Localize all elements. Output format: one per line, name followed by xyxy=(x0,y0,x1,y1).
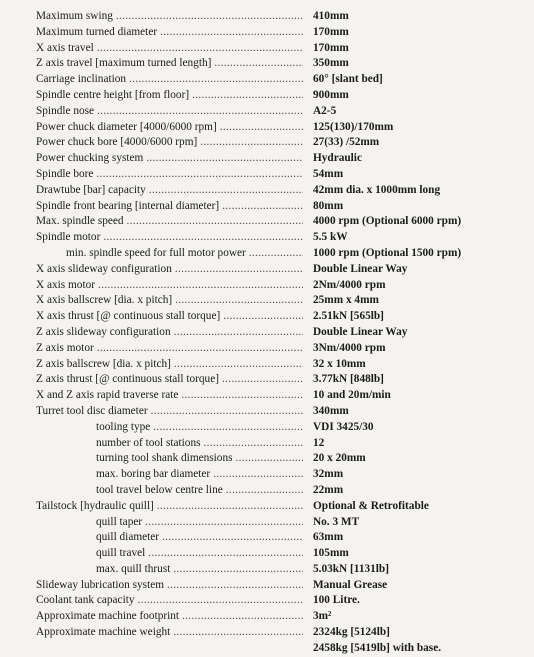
spec-value: 3.77kN [848lb] xyxy=(313,373,384,386)
spec-label: Spindle bore xyxy=(36,168,96,180)
spec-value: 2.51kN [565lb] xyxy=(313,310,384,323)
spec-row xyxy=(36,230,526,246)
spec-label-cell xyxy=(36,183,303,199)
spec-label-cell xyxy=(36,325,303,341)
spec-label-cell xyxy=(36,135,303,151)
spec-label-cell xyxy=(36,309,303,325)
spec-row xyxy=(36,104,526,120)
spec-label-cell xyxy=(36,120,303,136)
spec-label-cell xyxy=(36,167,303,183)
spec-label: Tailstock [hydraulic quill] xyxy=(36,500,157,512)
spec-label: Coolant tank capacity xyxy=(36,594,138,606)
spec-value: 5.5 kW xyxy=(313,231,348,244)
spec-label: max. boring bar diameter xyxy=(96,468,213,480)
spec-label-cell xyxy=(36,515,303,531)
spec-value: 60° [slant bed] xyxy=(313,73,383,86)
spec-value: 20 x 20mm xyxy=(313,452,366,465)
spec-value: Double Linear Way xyxy=(313,325,408,338)
spec-label: Turret tool disc diameter xyxy=(36,405,151,417)
spec-value: 32mm xyxy=(313,468,344,481)
spec-value: 54mm xyxy=(313,167,344,180)
spec-label: X axis ballscrew [dia. x pitch] xyxy=(36,294,175,306)
spec-label-cell xyxy=(36,625,303,641)
spec-label-cell xyxy=(36,41,303,57)
spec-value: 2458kg [5419lb] with base. xyxy=(313,641,442,654)
spec-value: Manual Grease xyxy=(313,578,388,591)
spec-row xyxy=(36,167,526,183)
spec-label-cell xyxy=(36,230,303,246)
spec-row xyxy=(36,88,526,104)
spec-label-cell xyxy=(36,88,303,104)
spec-row xyxy=(36,262,526,278)
spec-row xyxy=(36,309,526,325)
spec-label-cell xyxy=(36,56,303,72)
spec-row xyxy=(36,120,526,136)
spec-label: number of tool stations xyxy=(96,437,204,449)
spec-label: Spindle centre height [from floor] xyxy=(36,89,192,101)
spec-label: X axis travel xyxy=(36,42,97,54)
spec-row xyxy=(36,625,526,641)
spec-row xyxy=(36,388,526,404)
spec-label: Spindle nose xyxy=(36,105,97,117)
spec-value: 63mm xyxy=(313,531,344,544)
spec-label-cell xyxy=(36,420,303,436)
spec-value: Double Linear Way xyxy=(313,262,408,275)
spec-row xyxy=(36,341,526,357)
spec-label-cell xyxy=(36,593,303,609)
spec-label: quill diameter xyxy=(96,531,162,543)
spec-label: Spindle motor xyxy=(36,231,103,243)
spec-value: 5.03kN [1131lb] xyxy=(313,562,389,575)
spec-value: 42mm dia. x 1000mm long xyxy=(313,183,441,196)
spec-row xyxy=(36,404,526,420)
spec-label-cell xyxy=(36,372,303,388)
spec-label-cell xyxy=(36,25,303,41)
spec-label: Z axis thrust [@ continuous stall torque] xyxy=(36,373,222,385)
spec-label: Z axis slideway configuration xyxy=(36,326,174,338)
spec-label-cell xyxy=(36,262,303,278)
spec-value: 22mm xyxy=(313,483,344,496)
spec-row xyxy=(36,515,526,531)
spec-label: Z axis motor xyxy=(36,342,97,354)
spec-value: 10 and 20m/min xyxy=(313,389,391,402)
spec-label-cell xyxy=(36,214,303,230)
spec-row xyxy=(36,72,526,88)
spec-label: Carriage inclination xyxy=(36,73,129,85)
spec-label: Power chuck bore [4000/6000 rpm] xyxy=(36,136,200,148)
spec-label-cell xyxy=(36,72,303,88)
spec-row xyxy=(36,546,526,562)
spec-label-cell xyxy=(36,246,303,262)
spec-value: 350mm xyxy=(313,57,349,70)
spec-label: Maximum turned diameter xyxy=(36,26,160,38)
spec-label: quill travel xyxy=(96,547,148,559)
spec-value: 100 Litre. xyxy=(313,594,360,607)
spec-label: turning tool shank dimensions xyxy=(96,452,236,464)
spec-row xyxy=(36,420,526,436)
spec-label: Approximate machine footprint xyxy=(36,610,182,622)
spec-label: tool travel below centre line xyxy=(96,484,226,496)
spec-row xyxy=(36,467,526,483)
spec-row xyxy=(36,9,526,25)
spec-value: 25mm x 4mm xyxy=(313,294,379,307)
spec-value: 3m² xyxy=(313,610,332,623)
spec-value: 27(33) /52mm xyxy=(313,136,380,149)
spec-label: max. quill thrust xyxy=(96,563,173,575)
spec-row xyxy=(36,214,526,230)
spec-value: 105mm xyxy=(313,547,349,560)
spec-row xyxy=(36,483,526,499)
spec-row xyxy=(36,530,526,546)
spec-value: 170mm xyxy=(313,25,349,38)
spec-label: Z axis ballscrew [dia. x pitch] xyxy=(36,358,174,370)
spec-label: Spindle front bearing [internal diameter] xyxy=(36,200,222,212)
spec-label-cell xyxy=(36,578,303,594)
spec-row xyxy=(36,325,526,341)
spec-label-cell xyxy=(36,278,303,294)
spec-row xyxy=(36,357,526,373)
spec-label: min. spindle speed for full motor power xyxy=(66,247,249,259)
spec-label-cell xyxy=(36,499,303,515)
spec-row xyxy=(36,451,526,467)
spec-label: Approximate machine weight xyxy=(36,626,173,638)
spec-label-cell xyxy=(36,9,303,25)
spec-label-cell xyxy=(36,404,303,420)
spec-label: Z axis travel [maximum turned length] xyxy=(36,57,214,69)
spec-value: 125(130)/170mm xyxy=(313,120,394,133)
spec-label: X axis motor xyxy=(36,279,98,291)
spec-row xyxy=(36,562,526,578)
spec-row xyxy=(36,578,526,594)
spec-row xyxy=(36,372,526,388)
spec-value: No. 3 MT xyxy=(313,515,360,528)
spec-row xyxy=(36,41,526,57)
spec-label-cell xyxy=(36,467,303,483)
spec-row xyxy=(36,436,526,452)
spec-label-cell xyxy=(36,293,303,309)
spec-row xyxy=(36,135,526,151)
spec-value: 2324kg [5124lb] xyxy=(313,626,390,639)
spec-value: 170mm xyxy=(313,41,349,54)
spec-value: 2Nm/4000 rpm xyxy=(313,278,386,291)
spec-value: 410mm xyxy=(313,10,349,22)
spec-row xyxy=(36,246,526,262)
spec-row xyxy=(36,641,526,657)
spec-value: 80mm xyxy=(313,199,344,212)
spec-label-cell xyxy=(36,483,303,499)
spec-row xyxy=(36,278,526,294)
spec-value: 12 xyxy=(313,436,325,449)
spec-label: tooling type xyxy=(96,421,153,433)
spec-value: Optional & Retrofitable xyxy=(313,499,429,512)
spec-row xyxy=(36,56,526,72)
spec-label-cell xyxy=(36,562,303,578)
spec-label-cell xyxy=(36,388,303,404)
spec-label-cell xyxy=(36,609,303,625)
spec-label-cell xyxy=(36,546,303,562)
spec-row xyxy=(36,199,526,215)
spec-value: VDI 3425/30 xyxy=(313,420,374,433)
spec-value: Hydraulic xyxy=(313,152,362,165)
spec-label: X axis thrust [@ continuous stall torque] xyxy=(36,310,223,322)
spec-value: 340mm xyxy=(313,404,349,417)
spec-label: X axis slideway configuration xyxy=(36,263,175,275)
spec-label-cell xyxy=(36,104,303,120)
spec-row xyxy=(36,499,526,515)
spec-row xyxy=(36,25,526,41)
spec-label-cell xyxy=(36,436,303,452)
spec-value: 32 x 10mm xyxy=(313,357,366,370)
spec-label: Slideway lubrication system xyxy=(36,579,167,591)
spec-label-cell xyxy=(36,451,303,467)
spec-label-cell xyxy=(36,357,303,373)
spec-value: 900mm xyxy=(313,88,349,101)
spec-row xyxy=(36,183,526,199)
spec-value: 4000 rpm (Optional 6000 rpm) xyxy=(313,215,462,228)
spec-label: quill taper xyxy=(96,516,145,528)
spec-row xyxy=(36,293,526,309)
spec-label-cell xyxy=(36,151,303,167)
spec-value: 1000 rpm (Optional 1500 rpm) xyxy=(313,246,462,259)
spec-table xyxy=(36,9,526,657)
spec-label: Maximum swing xyxy=(36,10,116,22)
spec-label: X and Z axis rapid traverse rate xyxy=(36,389,181,401)
spec-label: Max. spindle speed xyxy=(36,215,127,227)
spec-value: A2-5 xyxy=(313,104,337,117)
spec-value: 3Nm/4000 rpm xyxy=(313,341,386,354)
spec-row xyxy=(36,593,526,609)
spec-label: Drawtube [bar] capacity xyxy=(36,184,149,196)
spec-label-cell xyxy=(36,341,303,357)
spec-label: Power chucking system xyxy=(36,152,146,164)
spec-row xyxy=(36,609,526,625)
spec-row xyxy=(36,151,526,167)
spec-label-cell xyxy=(36,530,303,546)
spec-label-cell xyxy=(36,199,303,215)
spec-label: Power chuck diameter [4000/6000 rpm] xyxy=(36,121,220,133)
